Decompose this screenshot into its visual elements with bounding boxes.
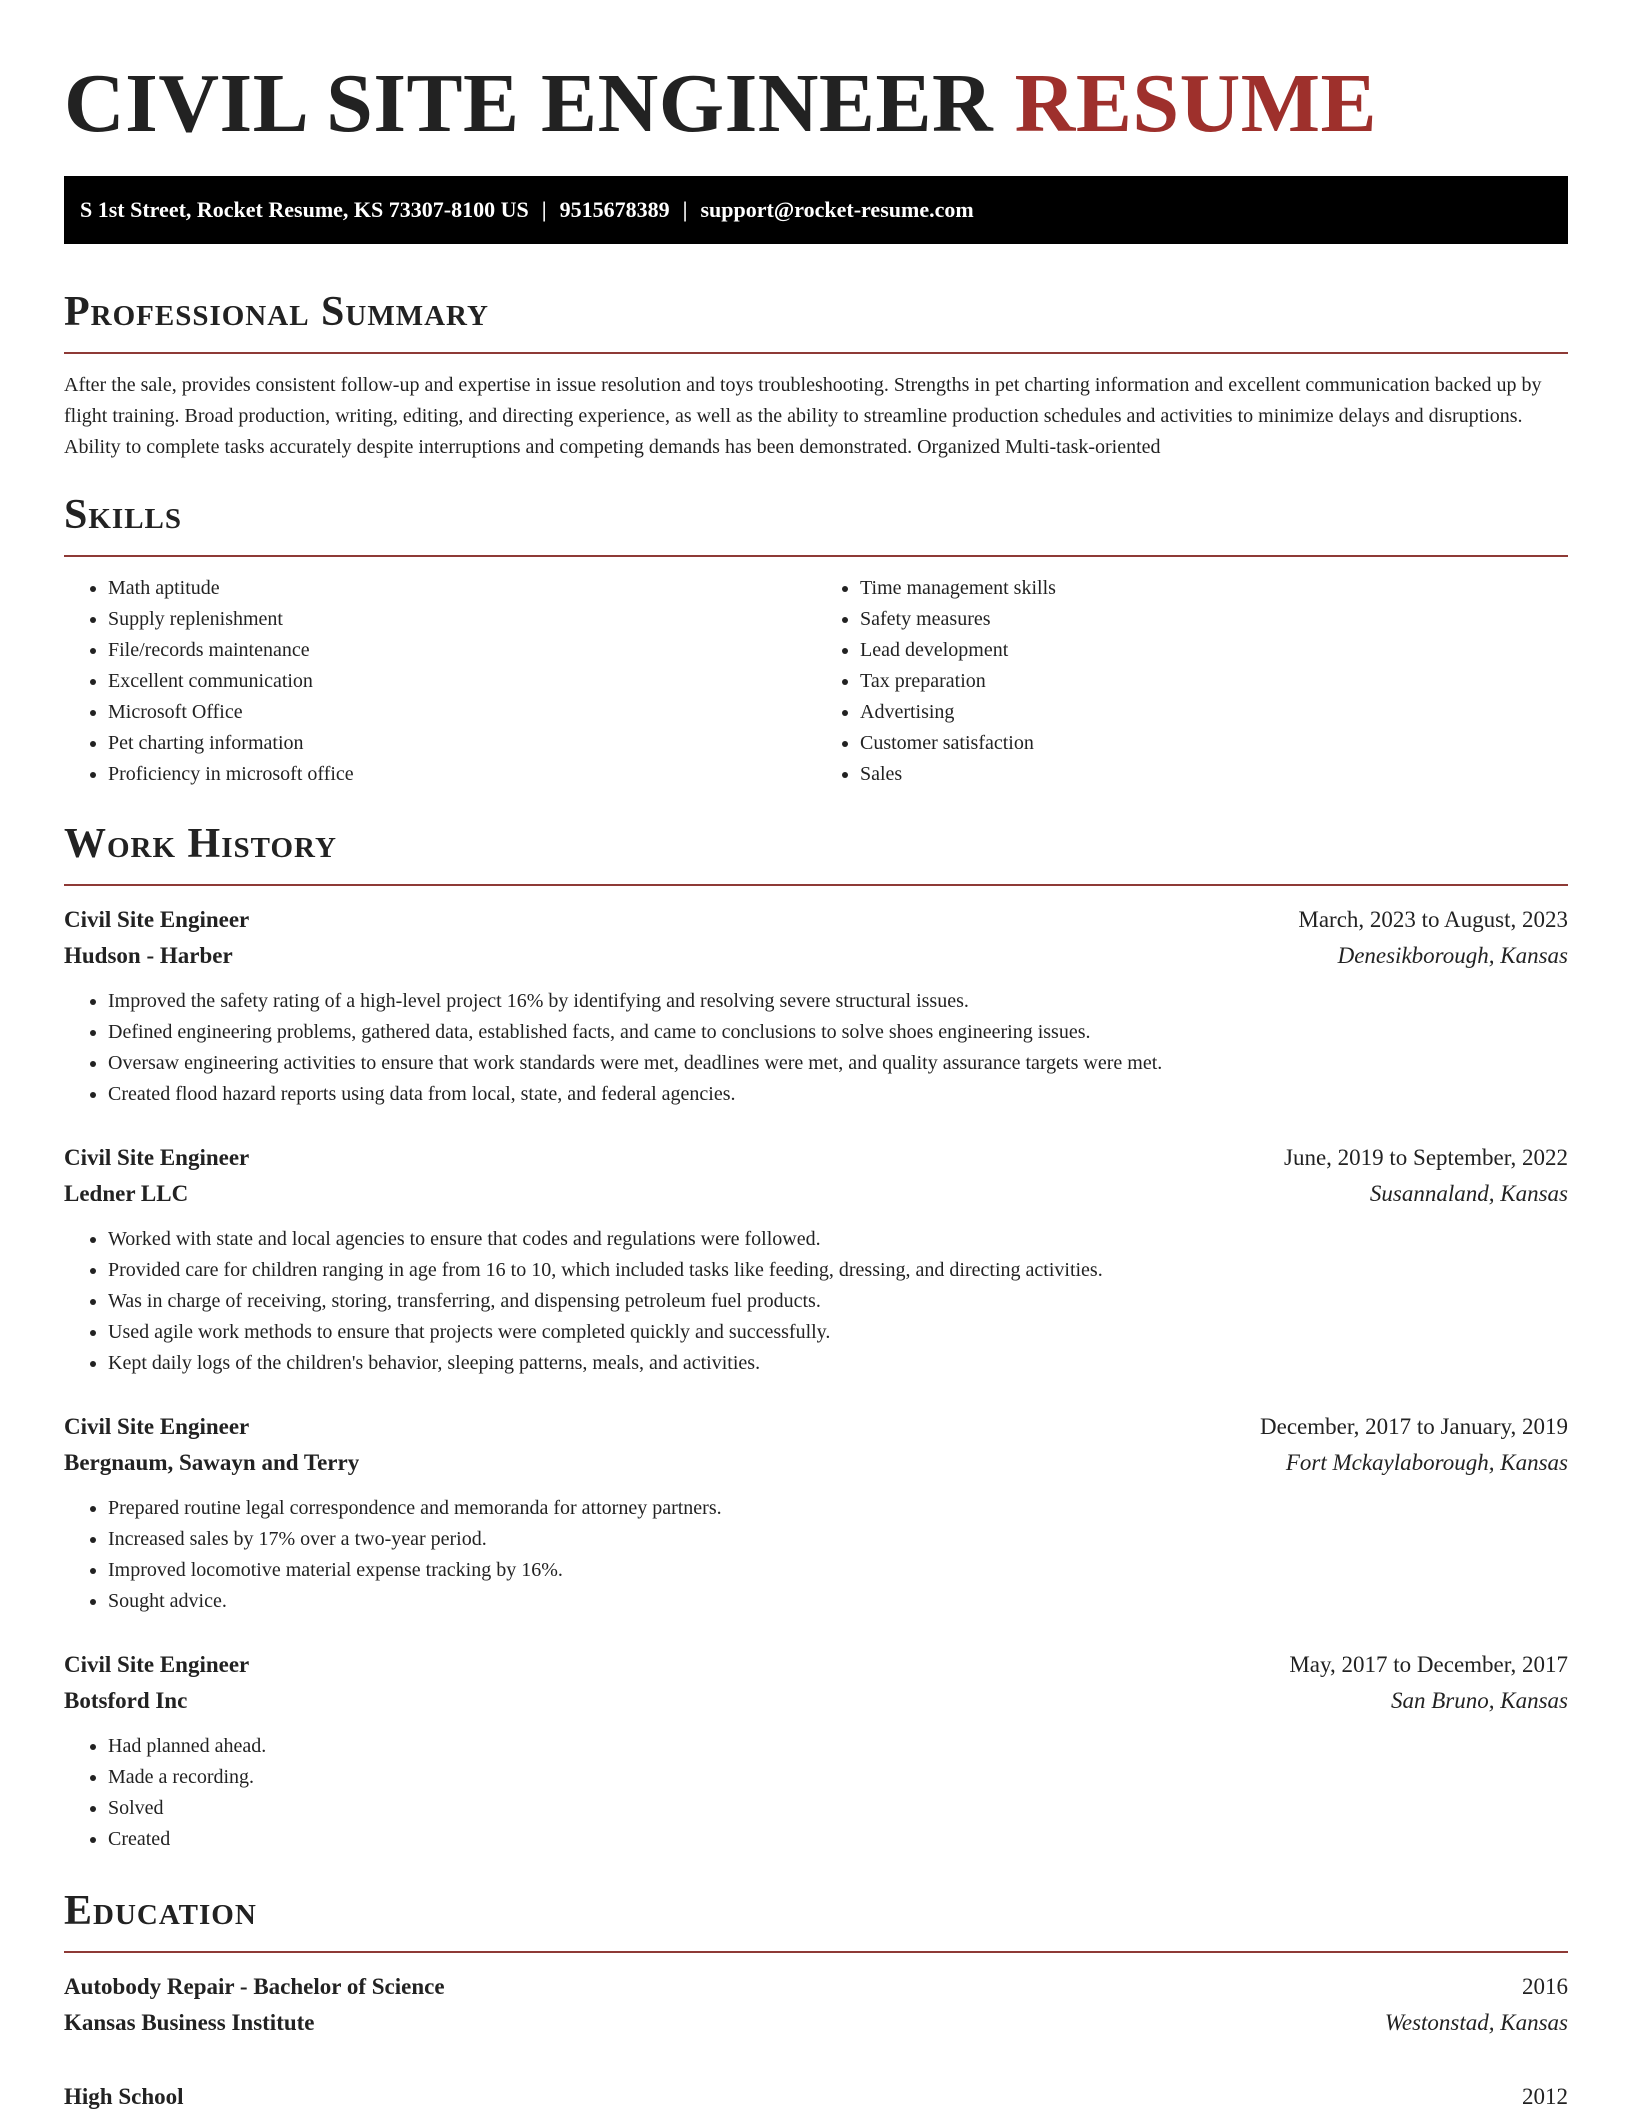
job-bullet: • Sought advice. [108,1586,1568,1617]
section-divider [64,352,1568,354]
section-divider [64,884,1568,886]
skill-item: • Microsoft Office [108,697,816,728]
skill-item: • Advertising [860,697,1568,728]
skills-section [64,489,1568,790]
job-entry [64,1647,1568,1855]
job-bullet: • Was in charge of receiving, storing, transferring, and dispensing petroleum fuel products. [108,1286,1568,1317]
work-history-heading: Work History [64,821,337,867]
job-title: Civil Site Engineer [64,1414,250,1439]
job-title-row [64,1647,1568,1683]
summary-section [64,286,1568,463]
job-bullet: • Improved the safety rating of a high-level project 16% by identifying and resolving severe structural issues. [108,986,1568,1017]
education-entry [64,2079,1568,2115]
job-bullet: • Oversaw engineering activities to ensure that work standards were met, deadlines were met, and quality assurance targets were met. [108,1048,1568,1079]
job-title-row [64,902,1568,938]
job-company-row [64,1683,1568,1719]
skill-item: • Pet charting information [108,728,816,759]
job-title: Civil Site Engineer [64,1145,250,1170]
job-title: Civil Site Engineer [64,1652,250,1677]
job-bullets [64,986,1568,1110]
job-bullet: • Solved [108,1793,1568,1824]
job-bullet: • Prepared routine legal correspondence and memoranda for attorney partners. [108,1493,1568,1524]
job-bullet: • Improved locomotive material expense tracking by 16%. [108,1555,1568,1586]
education-entry [64,1969,1568,2041]
contact-email: support@rocket-resume.com [700,197,974,222]
contact-separator: | [541,197,547,222]
job-bullet: • Worked with state and local agencies to ensure that codes and regulations were followed. [108,1224,1568,1255]
job-bullet: • Had planned ahead. [108,1731,1568,1762]
contact-phone: 9515678389 [559,197,670,222]
contact-address: S 1st Street, Rocket Resume, KS 73307-8100 US [80,197,529,222]
summary-heading: Professional Summary [64,289,489,335]
skills-heading: Skills [64,492,183,538]
job-company-row [64,1445,1568,1481]
resume-title [64,54,1568,154]
education-year: 2012 [1522,2084,1568,2109]
job-bullets [64,1224,1568,1379]
skill-item: • File/records maintenance [108,635,816,666]
education-heading: Education [64,1888,257,1934]
job-location: Susannaland, Kansas [1369,1181,1568,1206]
job-bullet: • Used agile work methods to ensure that projects were completed quickly and successfully. [108,1317,1568,1348]
job-entry [64,1140,1568,1379]
job-company: Botsford Inc [64,1688,188,1713]
skill-item: • Supply replenishment [108,604,816,635]
skill-item: • Tax preparation [860,666,1568,697]
job-bullet: • Kept daily logs of the children's behavior, sleeping patterns, meals, and activities. [108,1348,1568,1379]
section-divider [64,1951,1568,1953]
education-degree: High School [64,2084,184,2109]
job-entry [64,902,1568,1110]
job-bullet: • Created flood hazard reports using data from local, state, and federal agencies. [108,1079,1568,1110]
education-location: Westonstad, Kansas [1384,2010,1568,2035]
job-location: San Bruno, Kansas [1391,1688,1568,1713]
education-school: Kansas Business Institute [64,2010,315,2035]
skill-item: • Lead development [860,635,1568,666]
education-degree: Autobody Repair - Bachelor of Science [64,1974,445,1999]
job-title-row [64,1409,1568,1445]
skills-grid [64,573,1568,790]
job-location: Denesikborough, Kansas [1337,943,1568,968]
job-dates: March, 2023 to August, 2023 [1298,907,1568,932]
title-accent: RESUME [1014,57,1378,150]
skill-item: • Time management skills [860,573,1568,604]
skill-item: • Proficiency in microsoft office [108,759,816,790]
summary-text: After the sale, provides consistent follow-up and expertise in issue resolution and toys troubleshooting. Strengths in pet charting information and excellent communication backed up by flight training. Broad production, writing, editing, and directing experience, as well as the ability to streamline production schedules and activities to minimize delays and disruptions. Ability to complete tasks accurately despite interruptions and competing demands has been demonstrated. Organized Multi-task-oriented [64,374,1542,458]
skill-item: • Customer satisfaction [860,728,1568,759]
education-school-row [64,2005,1568,2041]
education-degree-row [64,1969,1568,2005]
education-year: 2016 [1522,1974,1568,1999]
job-bullets [64,1731,1568,1855]
education-section [64,1885,1568,2115]
title-main: CIVIL SITE ENGINEER [64,57,994,150]
skill-item: • Excellent communication [108,666,816,697]
skills-list-right [816,573,1568,790]
job-company: Hudson - Harber [64,943,233,968]
work-history-section [64,818,1568,1855]
job-company-row [64,938,1568,974]
job-company-row [64,1176,1568,1212]
job-company: Bergnaum, Sawayn and Terry [64,1450,360,1475]
education-degree-row [64,2079,1568,2115]
job-dates: May, 2017 to December, 2017 [1289,1652,1568,1677]
job-location: Fort Mckaylaborough, Kansas [1285,1450,1568,1475]
job-title: Civil Site Engineer [64,907,250,932]
job-bullet: • Created [108,1824,1568,1855]
skill-item: • Math aptitude [108,573,816,604]
skill-item: • Safety measures [860,604,1568,635]
job-dates: June, 2019 to September, 2022 [1284,1145,1568,1170]
job-bullet: • Defined engineering problems, gathered data, established facts, and came to conclusions to solve shoes engineering issues. [108,1017,1568,1048]
job-dates: December, 2017 to January, 2019 [1260,1414,1568,1439]
contact-bar [64,176,1568,244]
skills-list-left [64,573,816,790]
skill-item: • Sales [860,759,1568,790]
job-bullet: • Increased sales by 17% over a two-year period. [108,1524,1568,1555]
job-title-row [64,1140,1568,1176]
job-company: Ledner LLC [64,1181,189,1206]
section-divider [64,555,1568,557]
job-bullets [64,1493,1568,1617]
contact-separator: | [682,197,688,222]
job-entry [64,1409,1568,1617]
job-bullet: • Made a recording. [108,1762,1568,1793]
job-bullet: • Provided care for children ranging in age from 16 to 10, which included tasks like feeding, dressing, and directing activities. [108,1255,1568,1286]
